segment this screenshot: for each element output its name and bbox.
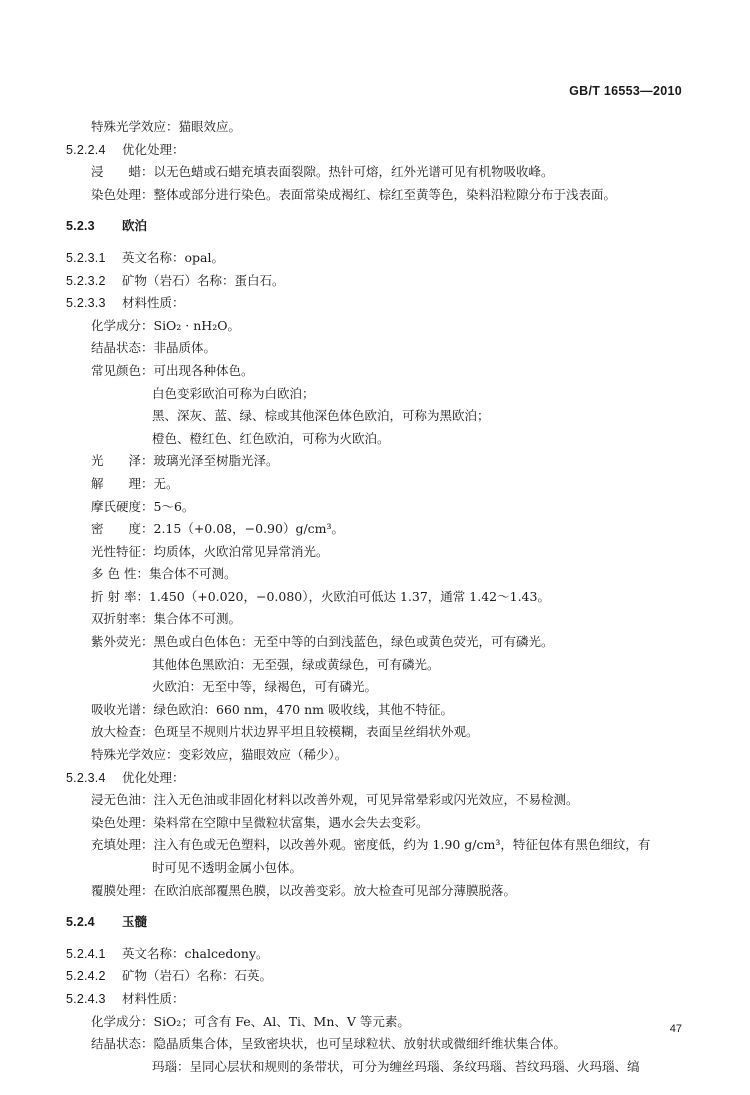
- clause-heading: [66, 965, 696, 988]
- text-line: 黑、深灰、蓝、绿、棕或其他深色体色欧泊，可称为黑欧泊；: [152, 408, 490, 424]
- clause-title: 矿物（岩石）名称：石英。: [122, 968, 273, 984]
- clause-heading: [66, 247, 696, 270]
- text-line: 化学成分：SiO₂；可含有 Fe、Al、Ti、Mn、V 等元素。: [91, 1013, 410, 1029]
- text-line: 折 射 率：1.450（+0.020，−0.080），火欧泊可低达 1.37，通常 1.42～1.43。: [91, 588, 550, 604]
- clause-heading: [66, 943, 696, 966]
- text-line: 化学成分：SiO₂ · nH₂O。: [91, 317, 240, 333]
- text-line: 染色处理：整体或部分进行染色。表面常染成褐红、棕红至黄等色，染料沿粒隙分布于浅表面。: [91, 186, 617, 202]
- document-body: [66, 116, 696, 1078]
- clause-number: 5.2.3.3: [66, 296, 106, 311]
- section-title: 玉髓: [122, 914, 148, 930]
- text-line: 结晶状态：隐晶质集合体，呈致密块状，也可呈球粒状、放射状或微细纤维状集合体。: [91, 1036, 567, 1052]
- clause-number: 5.2.3.2: [66, 273, 106, 288]
- clause-number: 5.2.3.4: [66, 770, 106, 785]
- text-line: 解 理：无。: [91, 475, 179, 491]
- text-line: 橙色、橙红色、红色欧泊，可称为火欧泊。: [152, 430, 390, 446]
- text-line: 光性特征：均质体，火欧泊常见异常消光。: [91, 543, 329, 559]
- text-line: 时可见不透明金属小包体。: [152, 860, 303, 875]
- text-line: 特殊光学效应：猫眼效应。: [91, 119, 242, 134]
- clause-number: 5.2.4.2: [66, 969, 106, 984]
- section-heading: [66, 911, 696, 934]
- clause-heading: [66, 270, 696, 293]
- section-heading: [66, 215, 696, 238]
- clause-title: 材料性质：: [122, 295, 185, 311]
- text-line: 多 色 性：集合体不可测。: [91, 566, 237, 582]
- text-line: 火欧泊：无至中等，绿褐色，可有磷光。: [152, 679, 378, 695]
- text-line: 双折射率：集合体不可测。: [91, 611, 242, 627]
- clause-heading: [66, 139, 696, 162]
- clause-number: 5.2.2.4: [66, 142, 106, 157]
- text-line: 充填处理：注入有色或无色塑料，以改善外观。密度低，约为 1.90 g/cm³，特征包体有黑色细纹，有: [91, 837, 651, 853]
- standard-code: GB/T 16553—2010: [569, 84, 682, 98]
- clause-title: 英文名称：chalcedony。: [122, 945, 269, 961]
- clause-number: 5.2.3.1: [66, 250, 106, 265]
- text-line: 常见颜色：可出现各种体色。: [91, 362, 254, 378]
- text-line: 覆膜处理：在欧泊底部覆黑色膜，以改善变彩。放大检查可见部分薄膜脱落。: [91, 882, 517, 898]
- text-line: 摩氏硬度：5～6。: [91, 498, 195, 514]
- section-number: 5.2.4: [66, 915, 95, 930]
- section-title: 欧泊: [122, 218, 148, 234]
- text-line: 密 度：2.15（+0.08，−0.90）g/cm³。: [91, 521, 345, 537]
- clause-title: 优化处理：: [122, 141, 185, 157]
- clause-heading: [66, 767, 696, 790]
- text-line: 特殊光学效应：变彩效应，猫眼效应（稀少）。: [91, 747, 348, 763]
- clause-title: 材料性质：: [122, 990, 185, 1006]
- clause-title: 矿物（岩石）名称：蛋白石。: [122, 272, 285, 288]
- clause-number: 5.2.4.3: [66, 991, 106, 1006]
- clause-number: 5.2.4.1: [66, 946, 106, 961]
- text-line: 浸无色油：注入无色油或非固化材料以改善外观，可见异常晕彩或闪光效应，不易检测。: [91, 792, 579, 808]
- text-line: 放大检查：色斑呈不规则片状边界平坦且较模糊，表面呈丝绢状外观。: [91, 724, 479, 740]
- clause-title: 优化处理：: [122, 769, 185, 785]
- clause-heading: [66, 988, 696, 1011]
- clause-title: 英文名称：opal。: [122, 249, 224, 265]
- text-line: 玛瑙：呈同心层状和规则的条带状，可分为缠丝玛瑙、条纹玛瑙、苔纹玛瑙、火玛瑙、缟: [152, 1058, 640, 1074]
- page-number: 47: [669, 1023, 682, 1035]
- clause-heading: [66, 292, 696, 315]
- text-line: 结晶状态：非晶质体。: [91, 340, 217, 356]
- text-line: 白色变彩欧泊可称为白欧泊；: [152, 385, 315, 401]
- text-line: 染色处理：染料常在空隙中呈微粒状富集，遇水会失去变彩。: [91, 814, 429, 830]
- section-number: 5.2.3: [66, 219, 95, 234]
- text-line: 光 泽：玻璃光泽至树脂光泽。: [91, 453, 279, 469]
- text-line: 紫外荧光：黑色或白色体色：无至中等的白到浅蓝色，绿色或黄色荧光，可有磷光。: [91, 634, 554, 650]
- text-line: 其他体色黑欧泊：无至强，绿或黄绿色，可有磷光。: [152, 656, 440, 672]
- text-line: 吸收光谱：绿色欧泊：660 nm，470 nm 吸收线，其他不特征。: [91, 701, 453, 717]
- text-line: 浸 蜡：以无色蜡或石蜡充填表面裂隙。热针可熔，红外光谱可见有机物吸收峰。: [91, 164, 554, 180]
